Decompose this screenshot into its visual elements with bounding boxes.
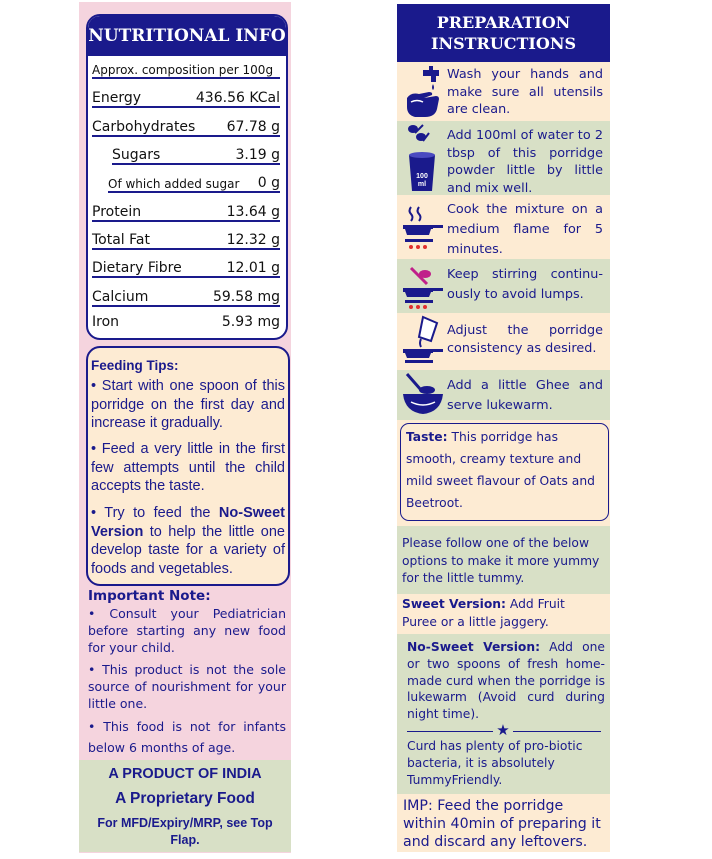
composition-text: Approx. composition per 100g	[92, 63, 274, 77]
origin-line-3: For MFD/Expiry/MRP, see Top Flap.	[97, 816, 273, 847]
hand-wash-icon	[401, 66, 443, 118]
options-intro: Please follow one of the below options to make it more yummy for the little tummy.	[402, 536, 600, 585]
no-sweet-version-box	[397, 634, 610, 794]
nutrition-row-total-fat	[92, 220, 280, 250]
sweet-version-box	[397, 594, 610, 634]
feeding-tip-1: • Start with one spoon of this porridge on the first day and increase it gradually.	[91, 378, 285, 431]
prep-step-2	[397, 121, 610, 195]
nutrition-title: NUTRITIONAL INFO	[88, 16, 286, 56]
nutrition-label: Of which added sugar	[108, 177, 240, 191]
no-sweet-version-description: Add one or two spoons of fresh home-made curd when the porridge is lukewarm (Avoid curd during night time).	[407, 640, 605, 722]
nutrition-value: 12.32 g	[226, 232, 280, 248]
sweet-version-text	[402, 596, 602, 631]
prep-step-1	[397, 62, 610, 121]
important-note-1: • Consult your Pediatrician before starting any new food for your child.	[88, 606, 286, 655]
imp-text: IMP: Feed the porridge within 40min of preparing it and discard any leftovers.	[403, 798, 601, 850]
nutrition-label: Energy	[92, 90, 142, 106]
sweet-version-description: Add Fruit Puree or a little jaggery.	[402, 597, 565, 629]
composition-note	[92, 58, 280, 79]
preparation-title-2: INSTRUCTIONS	[430, 34, 577, 53]
nutrition-label: Carbohydrates	[92, 119, 196, 135]
nutrition-row-sugars	[112, 135, 280, 165]
nutrition-value: 3.19 g	[235, 147, 280, 163]
cup-label-ml: ml	[417, 181, 427, 188]
nutrition-label: Dietary Fibre	[92, 260, 182, 276]
no-sweet-version-highlight: No-Sweet Version	[91, 505, 285, 540]
feeding-tip-3-a: • Try to feed the	[91, 505, 219, 521]
prep-step-3-text: Cook the mixture on a medium flame for 5 minutes.	[447, 202, 603, 257]
nutrition-value: 5.93 mg	[221, 314, 280, 330]
nutrition-row-protein	[92, 191, 280, 222]
nutrition-value: 67.78 g	[226, 119, 280, 135]
nutrition-value: 59.58 mg	[212, 289, 280, 305]
feeding-tip-3	[91, 504, 285, 578]
important-note-title: Important Note:	[88, 588, 211, 604]
serving-bowl-icon	[401, 372, 445, 418]
prep-step-5	[397, 313, 610, 370]
prep-step-2-text: Add 100ml of water to 2 tbsp of this porridge powder little by little and mix well.	[447, 128, 603, 196]
stirring-pan-icon	[401, 262, 445, 310]
important-note-2: • This product is not the sole source of nourishment for your little one.	[88, 662, 286, 711]
nutrition-value: 436.56 KCal	[195, 90, 280, 106]
nutrition-value: 0 g	[257, 175, 280, 191]
pan-on-flame-icon	[401, 203, 445, 251]
sweet-version-title: Sweet Version:	[402, 597, 506, 611]
divider-right	[513, 731, 601, 732]
preparation-header	[397, 4, 610, 62]
curd-text: Curd has plenty of pro-biotic bacteria, it is absolutely TummyFriendly.	[407, 739, 583, 787]
origin-line-1: A PRODUCT OF INDIA	[108, 766, 262, 782]
prep-step-4	[397, 259, 610, 313]
nutrition-label: Iron	[92, 314, 120, 330]
pouring-pan-icon	[401, 315, 445, 367]
divider-left	[407, 731, 493, 732]
nutrition-label: Calcium	[92, 289, 149, 305]
taste-title: Taste:	[406, 430, 448, 444]
feeding-tip-3-c: to help the little one develop taste for a variety of foods and vegetables.	[91, 523, 285, 577]
nutrition-label: Sugars	[112, 147, 161, 163]
prep-step-4-text: Keep stirring continu-ously to avoid lumps.	[447, 267, 603, 302]
no-sweet-version-title: No-Sweet Version:	[407, 640, 541, 654]
prep-step-1-text: Wash your hands and make sure all utensils are clean.	[447, 67, 603, 117]
origin-line-2: A Proprietary Food	[115, 790, 255, 807]
options-intro-box	[397, 526, 610, 594]
nutrition-row-carbohydrates	[92, 106, 280, 137]
cup-label-100: 100	[416, 173, 428, 180]
prep-step-5-text: Adjust the porridge consistency as desired.	[447, 323, 603, 356]
nutrition-table	[86, 14, 288, 340]
feeding-tips-box	[86, 346, 290, 586]
measuring-cup-icon	[401, 123, 443, 193]
nutrition-label: Total Fat	[92, 232, 150, 248]
taste-box	[400, 423, 609, 521]
nutrition-value: 13.64 g	[226, 204, 280, 220]
nutrition-row-dietary-fibre	[92, 248, 280, 278]
taste-description: This porridge has smooth, creamy texture and mild sweet flavour of Oats and Beetroot.	[406, 430, 595, 510]
prep-step-3	[397, 195, 610, 259]
nutrition-row-energy	[92, 78, 280, 108]
no-sweet-version-text	[407, 639, 605, 723]
nutrition-value: 12.01 g	[226, 260, 280, 276]
prep-step-6	[397, 370, 610, 420]
nutrition-row-iron	[92, 305, 280, 330]
nutrition-row-added-sugar	[108, 163, 280, 193]
taste-text	[406, 426, 600, 514]
preparation-title-1: PREPARATION	[436, 13, 571, 32]
feeding-tips-title: Feeding Tips:	[91, 358, 179, 373]
prep-step-6-text: Add a little Ghee and serve lukewarm.	[447, 378, 603, 413]
feeding-tip-2: • Feed a very little in the first few attempts until the child accepts the taste.	[91, 441, 285, 494]
star-icon: ★	[496, 721, 510, 739]
origin-box	[79, 760, 291, 852]
nutrition-label: Protein	[92, 204, 142, 220]
imp-box	[397, 794, 610, 852]
nutrition-row-calcium	[92, 276, 280, 307]
important-note-3: • This food is not for infants below 6 months of age.	[88, 719, 286, 755]
